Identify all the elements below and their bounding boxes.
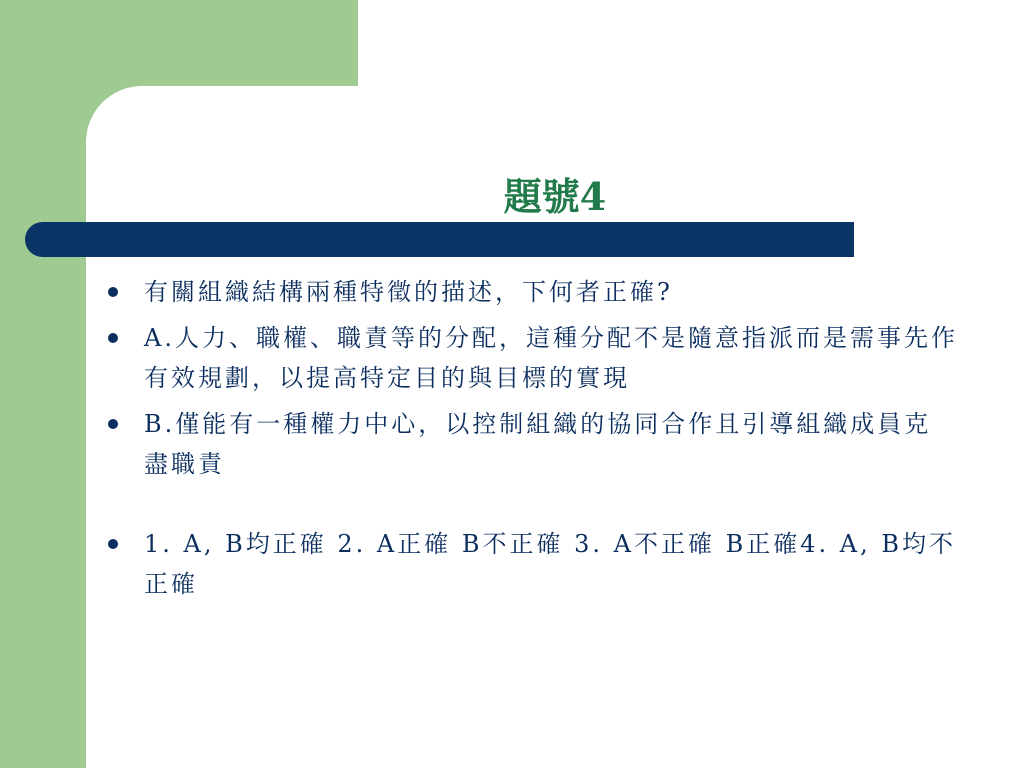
bullet-dot-icon bbox=[108, 287, 118, 297]
bullet-dot-icon bbox=[108, 539, 118, 549]
bullet-dot-icon bbox=[108, 333, 118, 343]
slide-title: 題號4 bbox=[503, 174, 607, 220]
bullet-dot-icon bbox=[108, 419, 118, 429]
bullet-item-option-b bbox=[108, 404, 958, 484]
bullet-text: B.僅能有一種權力中心，以控制組織的協同合作且引導組織成員克盡職責 bbox=[144, 410, 932, 478]
bullet-text: 有關組織結構兩種特徵的描述，下何者正確? bbox=[144, 278, 673, 306]
bullet-item-question bbox=[108, 272, 958, 312]
bullet-item-option-a bbox=[108, 318, 958, 398]
bullet-text: 1. A, B均正確 2. A正確 B不正確 3. A不正確 B正確4. A, B均不正確 bbox=[144, 530, 957, 598]
title-underline-bar bbox=[25, 222, 854, 257]
bullet-text: A.人力、職權、職責等的分配，這種分配不是隨意指派而是需事先作有效規劃，以提高特定目的與目標的實現 bbox=[144, 324, 958, 392]
bullet-list bbox=[108, 272, 958, 610]
bullet-item-answers bbox=[108, 524, 958, 604]
